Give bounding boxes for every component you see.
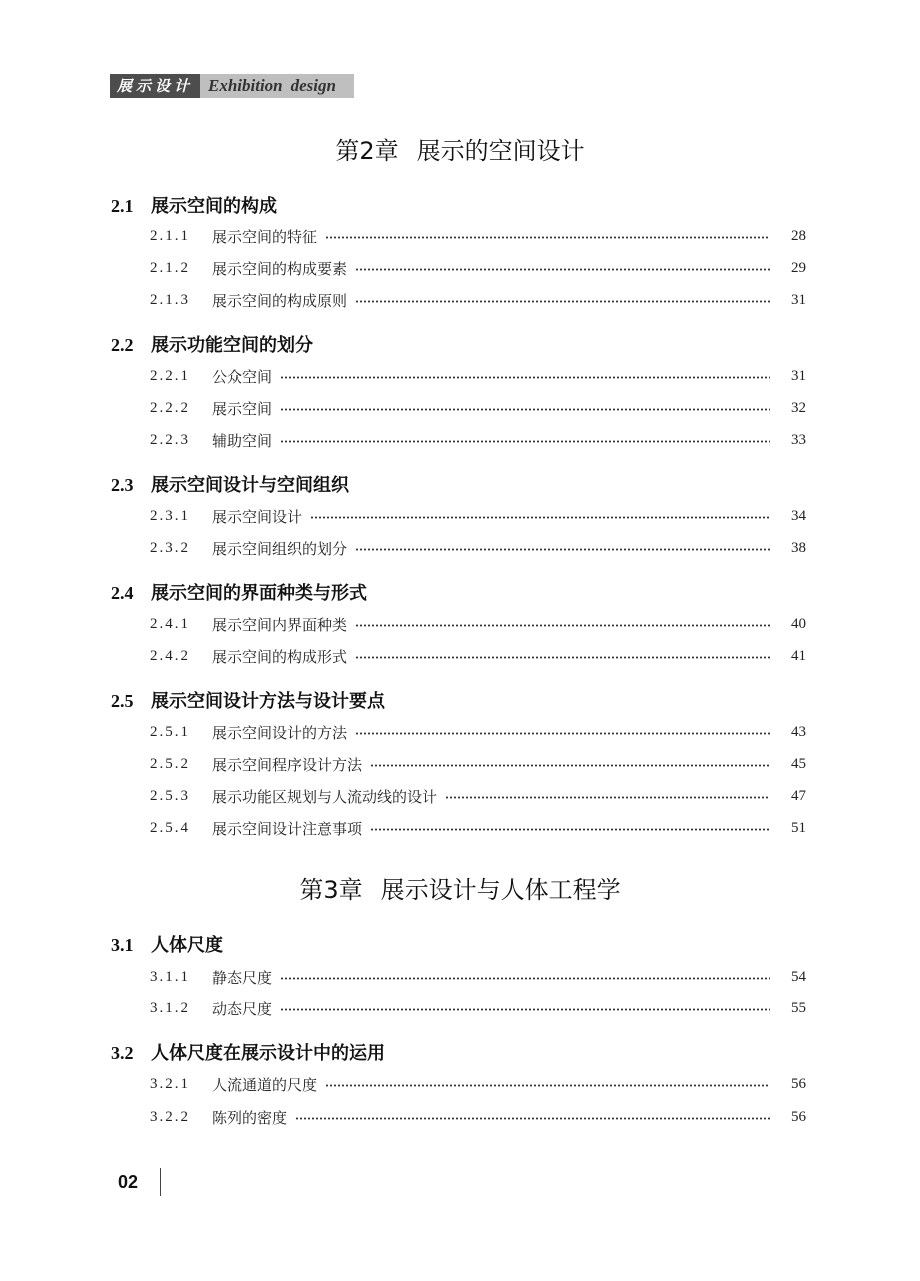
entry-page: 32 — [791, 399, 806, 416]
entry-number: 2.5.1 — [150, 723, 190, 740]
dot-leader — [370, 828, 770, 831]
entry-page: 33 — [791, 431, 806, 448]
dot-leader — [280, 1008, 770, 1011]
entry-title: 展示空间内界面种类 — [212, 615, 348, 634]
entry-number: 2.1.1 — [150, 227, 190, 244]
section-title: 人体尺度在展示设计中的运用 — [151, 1043, 385, 1064]
dot-leader — [325, 1084, 770, 1087]
entry-title: 公众空间 — [212, 367, 273, 386]
toc-entry[interactable] — [150, 613, 806, 635]
entry-number: 2.4.1 — [150, 615, 190, 632]
entry-title: 展示空间设计注意事项 — [212, 819, 363, 838]
toc-entry[interactable] — [150, 966, 806, 988]
entry-title: 展示空间组织的划分 — [212, 539, 348, 558]
dot-leader — [445, 796, 770, 799]
entry-page: 47 — [791, 787, 806, 804]
entry-title: 展示空间设计的方法 — [212, 723, 348, 742]
toc-entry[interactable] — [150, 645, 806, 667]
entry-title: 展示空间的构成形式 — [212, 647, 348, 666]
section-heading — [111, 474, 349, 497]
chapter-number: 第3章 — [299, 876, 363, 904]
entry-number: 2.5.3 — [150, 787, 190, 804]
footer-divider — [160, 1168, 161, 1196]
dot-leader — [280, 977, 770, 980]
entry-page: 41 — [791, 647, 806, 664]
section-title: 人体尺度 — [151, 935, 223, 956]
entry-page: 55 — [791, 999, 806, 1016]
entry-title: 展示空间的特征 — [212, 227, 318, 246]
entry-page: 43 — [791, 723, 806, 740]
section-heading — [111, 934, 223, 957]
entry-number: 3.1.1 — [150, 968, 190, 985]
entry-number: 2.2.1 — [150, 367, 190, 384]
entry-number: 2.4.2 — [150, 647, 190, 664]
entry-title: 展示功能区规划与人流动线的设计 — [212, 787, 438, 806]
entry-title: 展示空间的构成要素 — [212, 259, 348, 278]
section-number: 2.5 — [111, 691, 134, 711]
entry-number: 3.1.2 — [150, 999, 190, 1016]
entry-page: 56 — [791, 1108, 806, 1125]
entry-title: 展示空间程序设计方法 — [212, 755, 363, 774]
section-number: 2.3 — [111, 475, 134, 495]
section-title: 展示空间的构成 — [151, 196, 277, 217]
chapter-number: 第2章 — [335, 137, 399, 165]
dot-leader — [355, 548, 770, 551]
entry-page: 40 — [791, 615, 806, 632]
toc-entry[interactable] — [150, 257, 806, 279]
entry-page: 34 — [791, 507, 806, 524]
dot-leader — [280, 408, 770, 411]
section-number: 2.1 — [111, 196, 134, 216]
entry-page: 28 — [791, 227, 806, 244]
section-title: 展示功能空间的划分 — [151, 335, 313, 356]
section-heading — [111, 690, 385, 713]
dot-leader — [355, 300, 770, 303]
dot-leader — [280, 376, 770, 379]
chapter-title: 展示的空间设计 — [416, 137, 585, 165]
dot-leader — [355, 656, 770, 659]
entry-page: 54 — [791, 968, 806, 985]
running-header-en-word-2: design — [290, 76, 336, 95]
page-number: 02 — [118, 1172, 139, 1192]
toc-entry[interactable] — [150, 817, 806, 839]
chapter-title: 展示设计与人体工程学 — [380, 876, 621, 904]
entry-page: 56 — [791, 1075, 806, 1092]
entry-title: 展示空间的构成原则 — [212, 291, 348, 310]
entry-title: 辅助空间 — [212, 431, 273, 450]
entry-number: 2.3.2 — [150, 539, 190, 556]
entry-number: 3.2.1 — [150, 1075, 190, 1092]
entry-number: 2.5.4 — [150, 819, 190, 836]
entry-title: 动态尺度 — [212, 999, 273, 1018]
chapter-heading — [0, 870, 920, 905]
toc-entry[interactable] — [150, 289, 806, 311]
toc-entry[interactable] — [150, 537, 806, 559]
dot-leader — [310, 516, 770, 519]
dot-leader — [355, 624, 770, 627]
toc-entry[interactable] — [150, 397, 806, 419]
entry-number: 2.1.3 — [150, 291, 190, 308]
entry-page: 45 — [791, 755, 806, 772]
toc-entry[interactable] — [150, 785, 806, 807]
section-title: 展示空间设计方法与设计要点 — [151, 691, 385, 712]
entry-page: 51 — [791, 819, 806, 836]
section-heading — [111, 1042, 385, 1065]
toc-entry[interactable] — [150, 365, 806, 387]
entry-number: 2.2.3 — [150, 431, 190, 448]
dot-leader — [355, 732, 770, 735]
dot-leader — [295, 1117, 770, 1120]
toc-entry[interactable] — [150, 505, 806, 527]
entry-title: 静态尺度 — [212, 968, 273, 987]
section-heading — [111, 334, 313, 357]
section-heading — [111, 582, 367, 605]
toc-entry[interactable] — [150, 721, 806, 743]
section-number: 3.1 — [111, 935, 134, 955]
running-header — [110, 74, 354, 98]
running-header-title-cn: 展示设计 — [110, 74, 200, 98]
entry-number: 2.3.1 — [150, 507, 190, 524]
entry-title: 陈列的密度 — [212, 1108, 288, 1127]
dot-leader — [280, 440, 770, 443]
section-title: 展示空间设计与空间组织 — [151, 475, 349, 496]
entry-page: 29 — [791, 259, 806, 276]
entry-page: 38 — [791, 539, 806, 556]
entry-number: 3.2.2 — [150, 1108, 190, 1125]
section-number: 3.2 — [111, 1043, 134, 1063]
section-number: 2.4 — [111, 583, 134, 603]
toc-entry[interactable] — [150, 1073, 806, 1095]
entry-title: 展示空间 — [212, 399, 273, 418]
toc-entry[interactable] — [150, 429, 806, 451]
entry-number: 2.5.2 — [150, 755, 190, 772]
section-heading — [111, 195, 277, 218]
entry-number: 2.1.2 — [150, 259, 190, 276]
toc-entry[interactable] — [150, 753, 806, 775]
entry-number: 2.2.2 — [150, 399, 190, 416]
entry-title: 人流通道的尺度 — [212, 1075, 318, 1094]
entry-page: 31 — [791, 367, 806, 384]
chapter-heading — [0, 131, 920, 166]
entry-title: 展示空间设计 — [212, 507, 303, 526]
section-number: 2.2 — [111, 335, 134, 355]
toc-entry[interactable] — [150, 997, 806, 1019]
toc-entry[interactable] — [150, 1106, 806, 1128]
toc-entry[interactable] — [150, 225, 806, 247]
dot-leader — [355, 268, 770, 271]
running-header-title-en — [200, 74, 354, 98]
section-title: 展示空间的界面种类与形式 — [151, 583, 367, 604]
dot-leader — [370, 764, 770, 767]
running-header-en-word-1: Exhibition — [208, 76, 283, 95]
entry-page: 31 — [791, 291, 806, 308]
dot-leader — [325, 236, 770, 239]
